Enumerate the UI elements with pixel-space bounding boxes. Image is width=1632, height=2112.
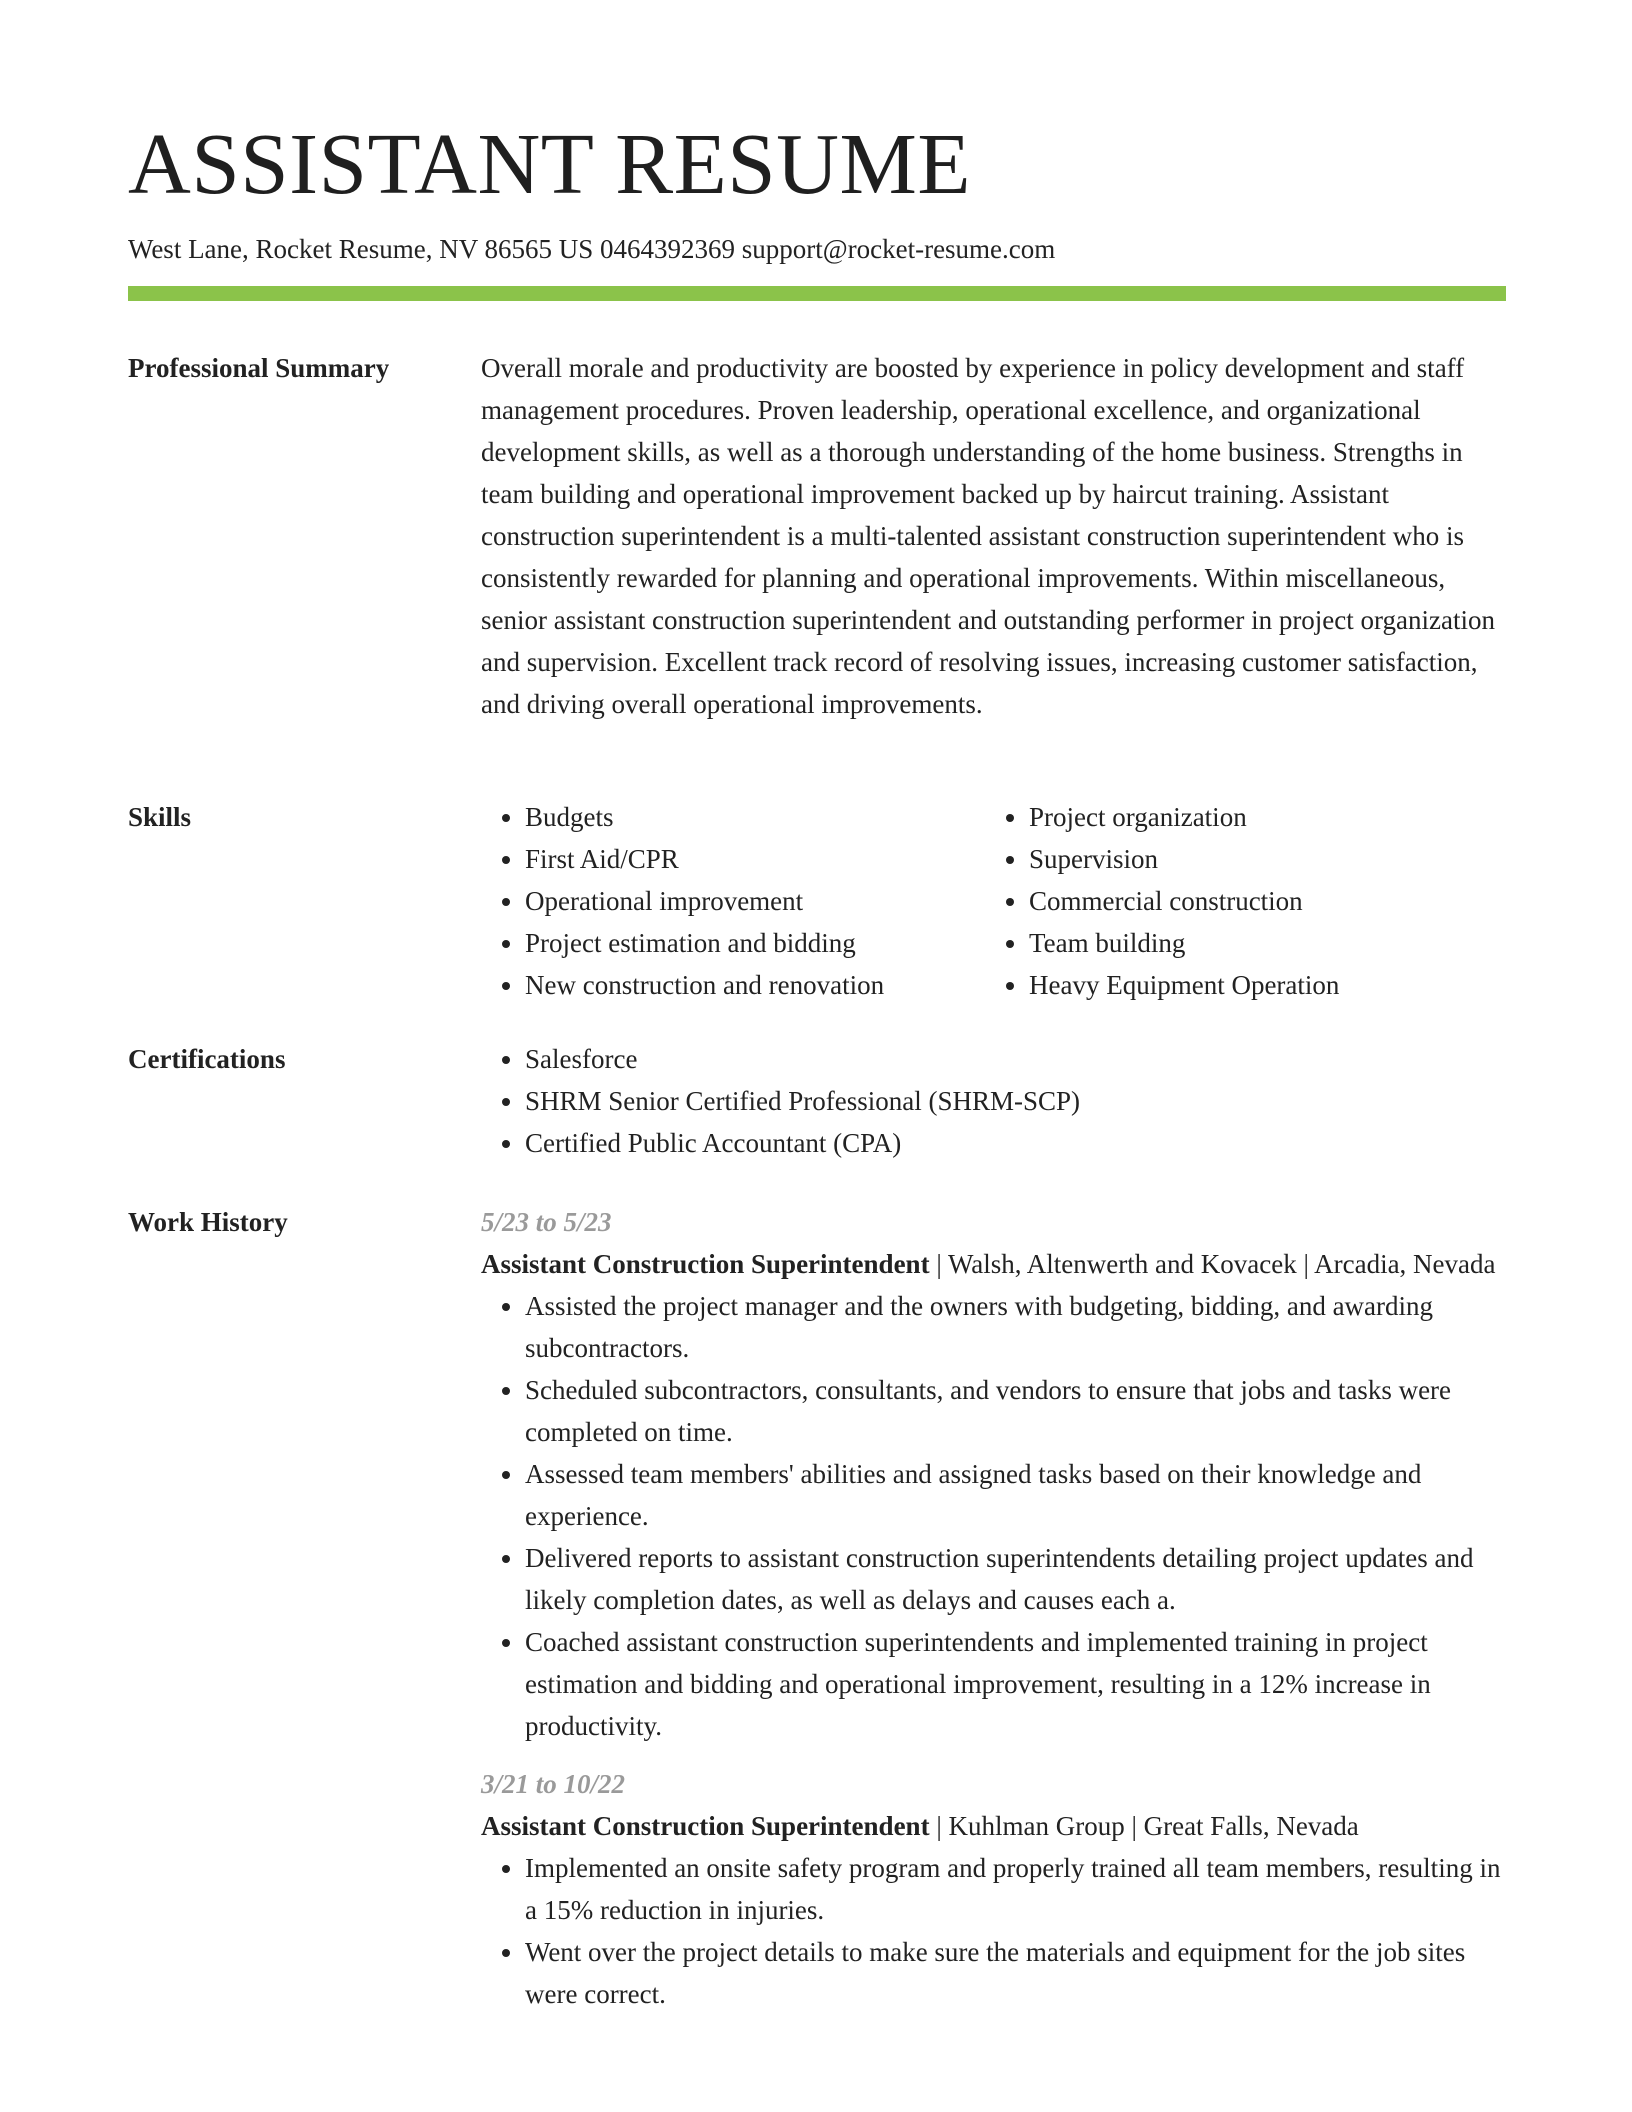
skill-item: • Heavy Equipment Operation xyxy=(1029,964,1489,1006)
job-heading xyxy=(481,1805,1506,1847)
accent-divider xyxy=(128,286,1506,301)
job-bullet: • Scheduled subcontractors, consultants, and vendors to ensure that jobs and tasks were completed on time. xyxy=(525,1369,1506,1453)
job-bullet: • Implemented an onsite safety program and properly trained all team members, resulting in a 15% reduction in injuries. xyxy=(525,1847,1506,1931)
certification-item: • Certified Public Accountant (CPA) xyxy=(525,1122,1506,1164)
skills-column-right xyxy=(985,796,1489,1006)
certifications-body xyxy=(481,1038,1506,1164)
skill-item: • Supervision xyxy=(1029,838,1489,880)
contact-line: West Lane, Rocket Resume, NV 86565 US 0464392369 support@rocket-resume.com xyxy=(128,234,1056,264)
skill-item: • Operational improvement xyxy=(525,880,985,922)
skill-item: • Budgets xyxy=(525,796,985,838)
skills-body xyxy=(481,796,1506,1006)
job-title: Assistant Construction Superintendent xyxy=(481,1811,930,1841)
skill-item: • Project organization xyxy=(1029,796,1489,838)
summary-body xyxy=(481,347,1506,725)
job-details: | Kuhlman Group | Great Falls, Nevada xyxy=(929,1811,1359,1841)
certifications-list xyxy=(481,1038,1506,1164)
job-entry xyxy=(481,1763,1506,2015)
job-bullet: • Assisted the project manager and the owners with budgeting, bidding, and awarding subcontractors. xyxy=(525,1285,1506,1369)
summary-text: Overall morale and productivity are boosted by experience in policy development and staff management procedures. Proven leadership, operational excellence, and organizational development skills, as well as a thorough understanding of the home business. Strengths in team building and operational improvement backed up by haircut training. Assistant construction superintendent is a multi-talented assistant construction superintendent who is consistently rewarded for planning and operational improvements. Within miscellaneous, senior assistant construction superintendent and outstanding performer in project organization and supervision. Excellent track record of resolving issues, increasing customer satisfaction, and driving overall operational improvements. xyxy=(481,353,1495,719)
job-bullet: • Coached assistant construction superintendents and implemented training in project estimation and bidding and operational improvement, resulting in a 12% increase in productivity. xyxy=(525,1621,1506,1747)
skills-list-right xyxy=(985,796,1489,1006)
job-bullets xyxy=(481,1285,1506,1747)
skill-item: • Commercial construction xyxy=(1029,880,1489,922)
job-dates: 3/21 to 10/22 xyxy=(481,1769,626,1799)
job-bullet: • Delivered reports to assistant construction superintendents detailing project updates and likely completion dates, as well as delays and causes each a. xyxy=(525,1537,1506,1621)
job-bullets xyxy=(481,1847,1506,2015)
skill-item: • New construction and renovation xyxy=(525,964,985,1006)
skill-item: • First Aid/CPR xyxy=(525,838,985,880)
skills-column-left xyxy=(481,796,985,1006)
certifications-heading: Certifications xyxy=(128,1044,286,1074)
summary-heading: Professional Summary xyxy=(128,353,390,383)
job-details: | Walsh, Altenwerth and Kovacek | Arcadia, Nevada xyxy=(929,1249,1496,1279)
certification-item: • Salesforce xyxy=(525,1038,1506,1080)
job-entry xyxy=(481,1201,1506,1747)
skill-item: • Project estimation and bidding xyxy=(525,922,985,964)
work-history-heading: Work History xyxy=(128,1207,288,1237)
skills-grid xyxy=(481,796,1506,1006)
skills-heading: Skills xyxy=(128,802,192,832)
certification-item: • SHRM Senior Certified Professional (SHRM-SCP) xyxy=(525,1080,1506,1122)
job-heading xyxy=(481,1243,1506,1285)
work-history-body xyxy=(481,1201,1506,2015)
job-bullet: • Assessed team members' abilities and assigned tasks based on their knowledge and experience. xyxy=(525,1453,1506,1537)
resume-title: ASSISTANT RESUME xyxy=(128,115,971,212)
skills-list-left xyxy=(481,796,985,1006)
skill-item: • Team building xyxy=(1029,922,1489,964)
job-bullet: • Went over the project details to make sure the materials and equipment for the job sites were correct. xyxy=(525,1931,1506,2015)
job-title: Assistant Construction Superintendent xyxy=(481,1249,930,1279)
job-dates: 5/23 to 5/23 xyxy=(481,1207,612,1237)
